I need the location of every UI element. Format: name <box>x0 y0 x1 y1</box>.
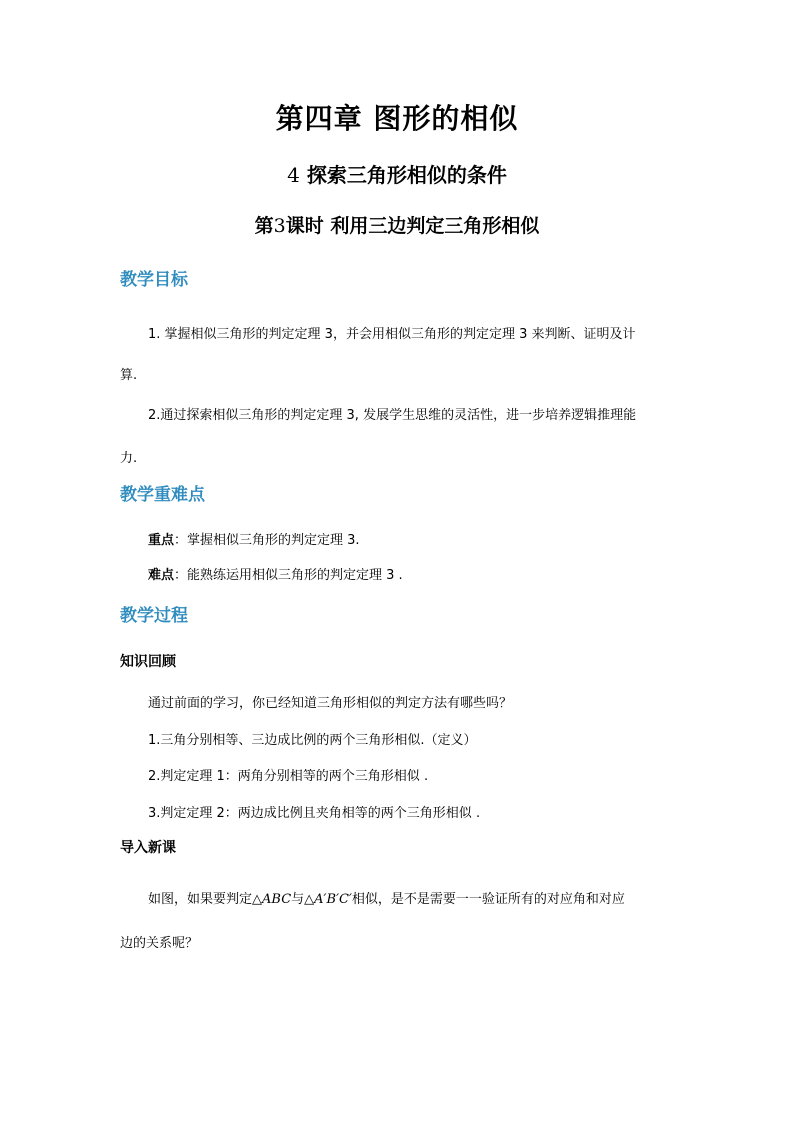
difficulty-line <box>148 564 403 583</box>
process-heading: 教学过程 <box>120 606 188 626</box>
review-item-3: 3.判定定理 2：两边成比例且夹角相等的两个三角形相似 . <box>148 806 481 821</box>
lesson-number: 3 <box>273 215 286 237</box>
objective-2-line-1: 2.通过探索相似三角形的判定定理 3, 发展学生思维的灵活性，进一步培养逻辑推理能 <box>148 408 637 423</box>
lesson-prefix: 第 <box>254 215 274 237</box>
triangle-abc: △ABC <box>252 892 292 907</box>
focus-line <box>148 529 360 548</box>
difficulty-text: ：能熟练运用相似三角形的判定定理 3 . <box>174 568 403 583</box>
lesson-title <box>0 211 794 238</box>
intro-text-2: 与 <box>291 892 305 907</box>
chapter-title: 第四章 图形的相似 <box>275 102 519 135</box>
objective-1-line-1: 1. 掌握相似三角形的判定定理 3，并会用相似三角形的判定定理 3 来判断、证明及计 <box>148 327 636 342</box>
objective-1-line-2: 算. <box>120 368 138 383</box>
intro-text-1: 如图，如果要判定 <box>148 892 253 907</box>
objectives-heading: 教学目标 <box>120 270 188 290</box>
lesson-suffix: 课时 利用三边判定三角形相似 <box>285 215 540 237</box>
section-title-text: 探索三角形相似的条件 <box>306 163 507 187</box>
intro-line-1 <box>148 888 625 907</box>
objective-2-line-2: 力. <box>120 451 138 466</box>
intro-line-2: 边的关系呢？ <box>120 936 199 951</box>
focus-text: ：掌握相似三角形的判定定理 3. <box>174 533 360 548</box>
focus-label: 重点 <box>148 533 175 548</box>
section-number: 4 <box>287 163 300 187</box>
review-item-2: 2.判定定理 1：两角分别相等的两个三角形相似 . <box>148 769 429 784</box>
key-points-heading: 教学重难点 <box>120 485 205 505</box>
intro-subheading: 导入新课 <box>120 840 176 856</box>
triangle-abc-prime: △A′B′C′ <box>304 892 352 907</box>
review-subheading: 知识回顾 <box>120 654 176 670</box>
section-title <box>0 159 794 188</box>
review-item-1: 1.三角分别相等、三边成比例的两个三角形相似.（定义） <box>148 733 477 748</box>
review-question: 通过前面的学习，你已经知道三角形相似的判定方法有哪些吗？ <box>148 696 513 711</box>
intro-text-3: 相似，是不是需要一一验证所有的对应角和对应 <box>351 892 625 907</box>
difficulty-label: 难点 <box>148 568 175 583</box>
